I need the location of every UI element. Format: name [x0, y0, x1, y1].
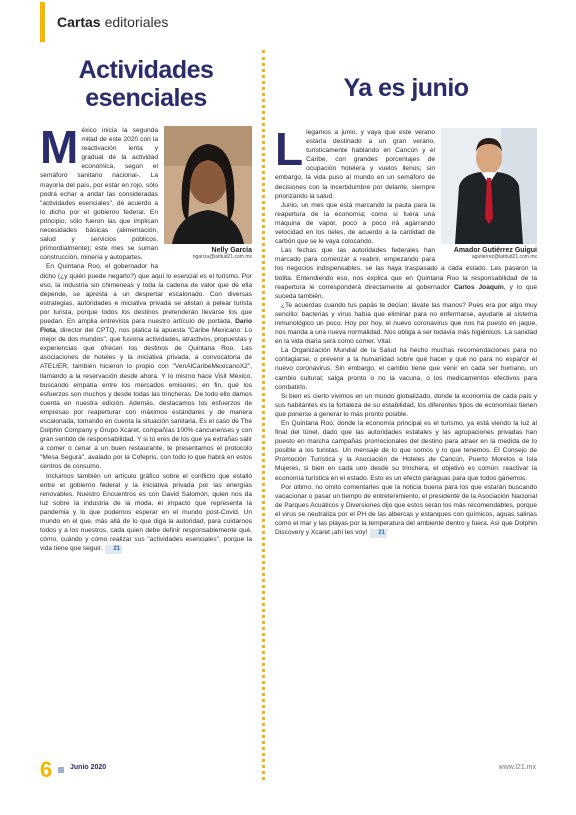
right-p3-text-a: Las fechas que las autoridades federales han marcado para comenzar a reabrir, empezando para los negocios indispensables, se las haya traspasado a cada estado. Les pasaron la bolita. Entendiendo eso, nos explica que en Quintana Roo la responsabilidad de la reapertura le corresponderá directamente al gobernador — [275, 247, 537, 291]
footer-logo-icon — [58, 767, 64, 773]
end-mark-icon: 21 — [370, 529, 387, 538]
right-author-email: agutierrez@latitud21.com.mx — [471, 254, 537, 260]
left-title-line2: esenciales — [85, 84, 207, 112]
right-article-title: Ya es junio — [343, 74, 469, 102]
right-column — [275, 52, 537, 538]
section-label-light: editoriales — [104, 14, 169, 30]
right-p8-text: Por último, no omito comentarles que la noticia buena para los que estarán buscando vacacionar o pasar un tiempo de entretenimiento, el presidente de la Asociación Nacional de Parques Acuáticos y Diversiones dijo que estos serán los más recomendables, porque el virus se neutraliza por el PH de las albercas y estanques con químicos, aguas salinas como el mar y las playas por la temperatura del ambiente dentro y fuera. Así que Dolphin Discovery y Xcaret ¡ahí les voy! — [275, 483, 537, 537]
left-author-name: Nelly García — [211, 247, 252, 254]
left-article-title — [40, 56, 252, 112]
website-link[interactable]: www.l21.mx — [498, 764, 536, 771]
right-author-name: Amador Gutiérrez Guigui — [453, 247, 537, 254]
left-p2-bold: Dario Flota — [40, 317, 252, 335]
left-author-email: ngarcia@latitud21.com.mx — [192, 254, 252, 260]
right-paragraph-4: ¿Te acuerdas cuando tus papás te decían: lávate las manos? Pues era por algo muy sencillo: bacterias y virus había que eliminar para no enfermarse, ayudarle al sistema inmunológico un poco. Hoy por hoy, el nuevo coronavirus que nos ha puesto en jaque, nos manda a una nueva normalidad. Nos obliga a ser todavía más higiénicos. La sanidad en la vida diaria será como comer. Vital. — [275, 301, 537, 346]
end-mark-icon: 21 — [105, 545, 122, 554]
right-author-block — [441, 128, 537, 260]
page-number: 6 — [40, 757, 53, 782]
left-paragraph-2 — [40, 262, 252, 471]
left-paragraph-1: éxico inicia la segunda mitad de este 2020 con la reactivación lenta y gradual de la actividad económica, según el semáforo sanitario nacional-. La mayoría del país, por estar en rojo, sólo podrá echar a andar las consideradas "actividades esenciales", de acuerdo a lo dicho por el gobierno federal. En principio, sólo fueron las que implican necesidades básicas (alimentación, salud y servicios públicos, primordialmente); este mes se suman construcción, minería y autopartes. — [40, 127, 158, 262]
right-article-body — [275, 123, 538, 538]
right-paragraph-8 — [275, 483, 537, 539]
issue-date: Junio 2020 — [70, 764, 107, 771]
left-dropcap: M — [40, 121, 79, 173]
author-photo-amador — [441, 128, 537, 244]
right-dropcap: L — [275, 123, 304, 175]
section-label-bold: Cartas — [57, 14, 101, 30]
left-title-line1: Actividades — [78, 56, 214, 84]
left-article-body — [40, 121, 252, 554]
right-paragraph-1: legamos a junio, y vaya que este verano estaría destinado a un gran verano, turísticamente hablando en Cancún y el Caribe, con grandes porcentajes de ocupación hotelera y vuelos llenos; sin embargo, la vida puso al mundo en un semáforo de decisiones con la incertidumbre por delante, siempre priorizando la salud. — [275, 129, 435, 200]
right-paragraph-2: Junio, un mes que está marcando la pauta para la reapertura de la economía; como si fuera una máquina de vapor, poco a poco irá agarrando velocidad en los rieles, de acuerdo a la cantidad de carbón que se le vaya colocando. — [275, 201, 435, 246]
right-p3-bold: Carlos Joaquín — [453, 283, 504, 291]
left-p3-text: Incluimos también un artículo gráfico sobre el conflicto que estalló entre el gobierno federal y la iniciativa privada por las energías renovables. Nuestro Encuentros es con David Salomón, quien nos da luz sobre la industria de la moda, el impacto que representa la pandemia y lo que podemos esperar en el mundo post-Covid. Un mundo en el que, más allá de lo que diga la autoridad, para cuidarnos todos y a los nuestros, cada quien debe definir responsablemente qué, cómo, cuándo y cómo realizar sus "actividades esenciales", porque la vida tiene que seguir. — [40, 472, 252, 553]
right-p3-text-b: , y lo que suceda también. — [275, 283, 538, 300]
left-p2-text-a: En Quintana Roo, el gobernador ha dicho (¿y quién puede negarlo?) que aquí lo esencial es el turismo. Por eso, la industria sin chimeneas y toda la cadena de valor que de ella depende, se apresta a un despertar escalonado. Con diversas estrategias, autoridades e iniciativa privada se alistan a pelear turista por turista, porque todos los destinos pretenderán llevarse los que puedan. En amplia entrevista para nuestro artículo de portada, — [40, 263, 252, 325]
left-p2-text-b: , director del CPTQ, nos platica la apuesta "Caribe Mexicano: Lo mejor de dos mundos", que fusiona actividades, atractivos, propuestas y experiencias que ofrecen los destinos de Quintana Roo. Las asociaciones de hoteles y la iniciativa privada, a convocatoria de ATELIER, también hicieron lo propio con "VenAlCaribeMexicanoX2", llamando a la reservación desde ahora. Y lo mismo hace Visit México, buscando empatía entre los mercados emisores; en fin, que los esfuerzos son muchos y desde todas las trincheras. De todo ello damos cuenta en nuestra edición. Además, destacamos los esfuerzos de empresas por reaperturar con máximos estándares y de manera escalonada, tomando en cuenta la situación sanitaria. Es el caso de The Dolphin Company y Grupo Xcaret, compañías 100% cancunenses y con gran sentido de responsabilidad. Y si tú eres de los que ya extrañas salir a comer o cenar a un buen restaurante, te presentamos el protocolo "Mesa Segura", avalado por la Cofepris, con todo lo que habrá en estos centros de consumo. — [40, 327, 252, 471]
author-photo-nelly — [164, 126, 252, 244]
column-divider — [262, 50, 265, 780]
right-paragraph-6: Si bien es cierto vivimos en un mundo globalizado, donde la economía de cada país y sus habitantes es la fortaleza de su estabilidad, los diferentes tipos de economías tienen que ponerse a generar lo más pronto posible. — [275, 392, 537, 418]
left-column — [40, 52, 252, 554]
section-header — [40, 0, 168, 44]
left-paragraph-3 — [40, 472, 252, 555]
right-paragraph-5: La Organización Mundial de la Salud ha hecho muchas recomendaciones para no contagiarse, o prevenir a la humanidad sobre qué hacer y qué no para no esparcir el nuevo coronavirus. Sin embargo, el cambio tiene que venir en cada ser humano, un cambio cultural; salga pronto o no la vacuna, o los medicamentos efectivos para combatirlo. — [275, 347, 537, 391]
section-accent-bar — [40, 2, 45, 42]
right-paragraph-7: En Quintana Roo, donde la economía principal es el turismo, ya está viendo la luz al final del túnel, dado que las autoridades estatales y las agrupaciones privadas han puesto en marcha campañas promocionales del destino para atraer en la medida de lo posible a los turistas. Un mensaje de lo que somos y lo que tenemos. El Consejo de Promoción Turística y la Asociación de Hoteles de Cancún, Puerto Morelos e Isla Mujeres, si bien en cada uno desde su trinchera, el objetivo es común: reactivar la economía turística en el estado. Esto es un efecto paraguas para que todos ganemos. — [275, 420, 537, 482]
left-author-block — [164, 126, 252, 260]
